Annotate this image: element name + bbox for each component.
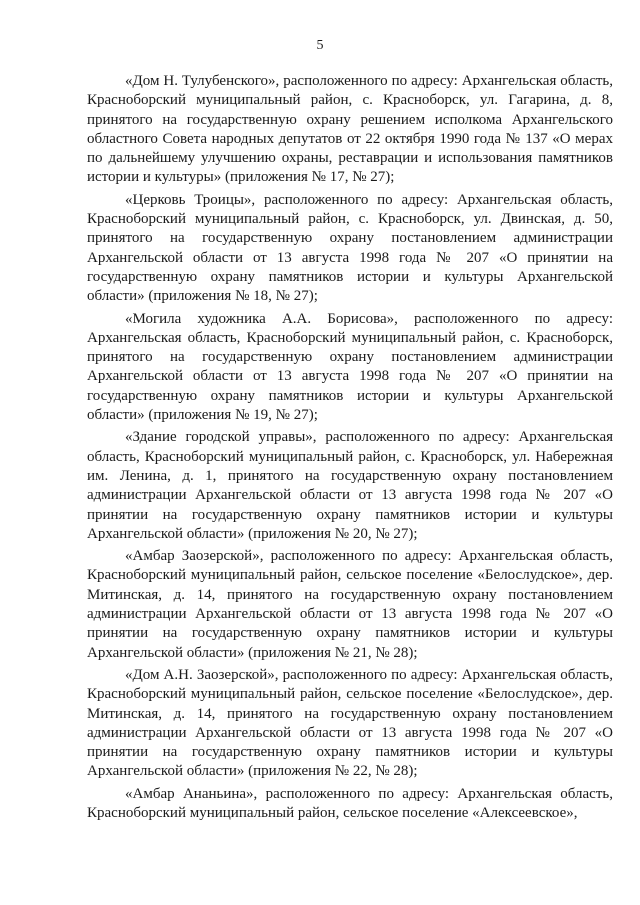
paragraph-mogila-borisova: «Могила художника А.А. Борисова», расположенного по адресу: Архангельская область, Красноборский муниципальный район, с. Красноборск, принятого на государственную охрану постановлением администрации Архангельской области от 13 августа 1998 года № 207 «О принятии на государственную охрану памятников истории и культуры Архангельской области» (приложения № 19, № 27);: [87, 310, 613, 424]
paragraph-ambar-zaozerskoy: «Амбар Заозерской», расположенного по адресу: Архангельская область, Красноборский муниципальный район, сельское поселение «Белослудское», дер. Митинская, д. 14, принятого на государственную охрану постановлением администрации Архангельской области от 13 августа 1998 года № 207 «О принятии на государственную охрану памятников истории и культуры Архангельской области» (приложения № 21, № 28);: [87, 548, 613, 661]
paragraph-dom-zaozerskoy: «Дом А.Н. Заозерской», расположенного по адресу: Архангельская область, Красноборский муниципальный район, сельское поселение «Белослудское», дер. Митинская, д. 14, принятого на государственную охрану постановлением администрации Архангельской области от 13 августа 1998 года № 207 «О принятии на государственную охрану памятников истории и культуры Архангельской области» (приложения № 22, № 28);: [87, 666, 613, 780]
page-number: 5: [316, 38, 324, 53]
document-body: [87, 72, 613, 826]
paragraph-ambar-ananyina: «Амбар Ананьина», расположенного по адресу: Архангельская область, Красноборский муниципальный район, сельское поселение «Алексеевское»,: [87, 785, 613, 821]
paragraph-dom-tulubenskogo: «Дом Н. Тулубенского», расположенного по адресу: Архангельская область, Красноборский муниципальный район, с. Красноборск, ул. Гагарина, д. 8, принятого на государственную охрану решением исполкома Архангельского областного Совета народных депутатов от 22 октября 1990 года № 137 «О мерах по дальнейшему улучшению охраны, реставрации и использования памятников истории и культуры» (приложения № 17, № 27);: [87, 73, 613, 186]
paragraph-tserkov-troitsy: «Церковь Троицы», расположенного по адресу: Архангельская область, Красноборский муниципальный район, с. Красноборск, ул. Двинская, д. 50, принятого на государственную охрану постановлением администрации Архангельской области от 13 августа 1998 года № 207 «О принятии на государственную охрану памятников истории и культуры Архангельской области» (приложения № 18, № 27);: [87, 191, 613, 305]
paragraph-zdanie-upravy: «Здание городской управы», расположенного по адресу: Архангельская область, Красноборский муниципальный район, с. Красноборск, ул. Набережная им. Ленина, д. 1, принятого на государственную охрану постановлением администрации Архангельской области от 13 августа 1998 года № 207 «О принятии на государственную охрану памятников истории и культуры Архангельской области» (приложения № 20, № 27);: [87, 429, 613, 542]
